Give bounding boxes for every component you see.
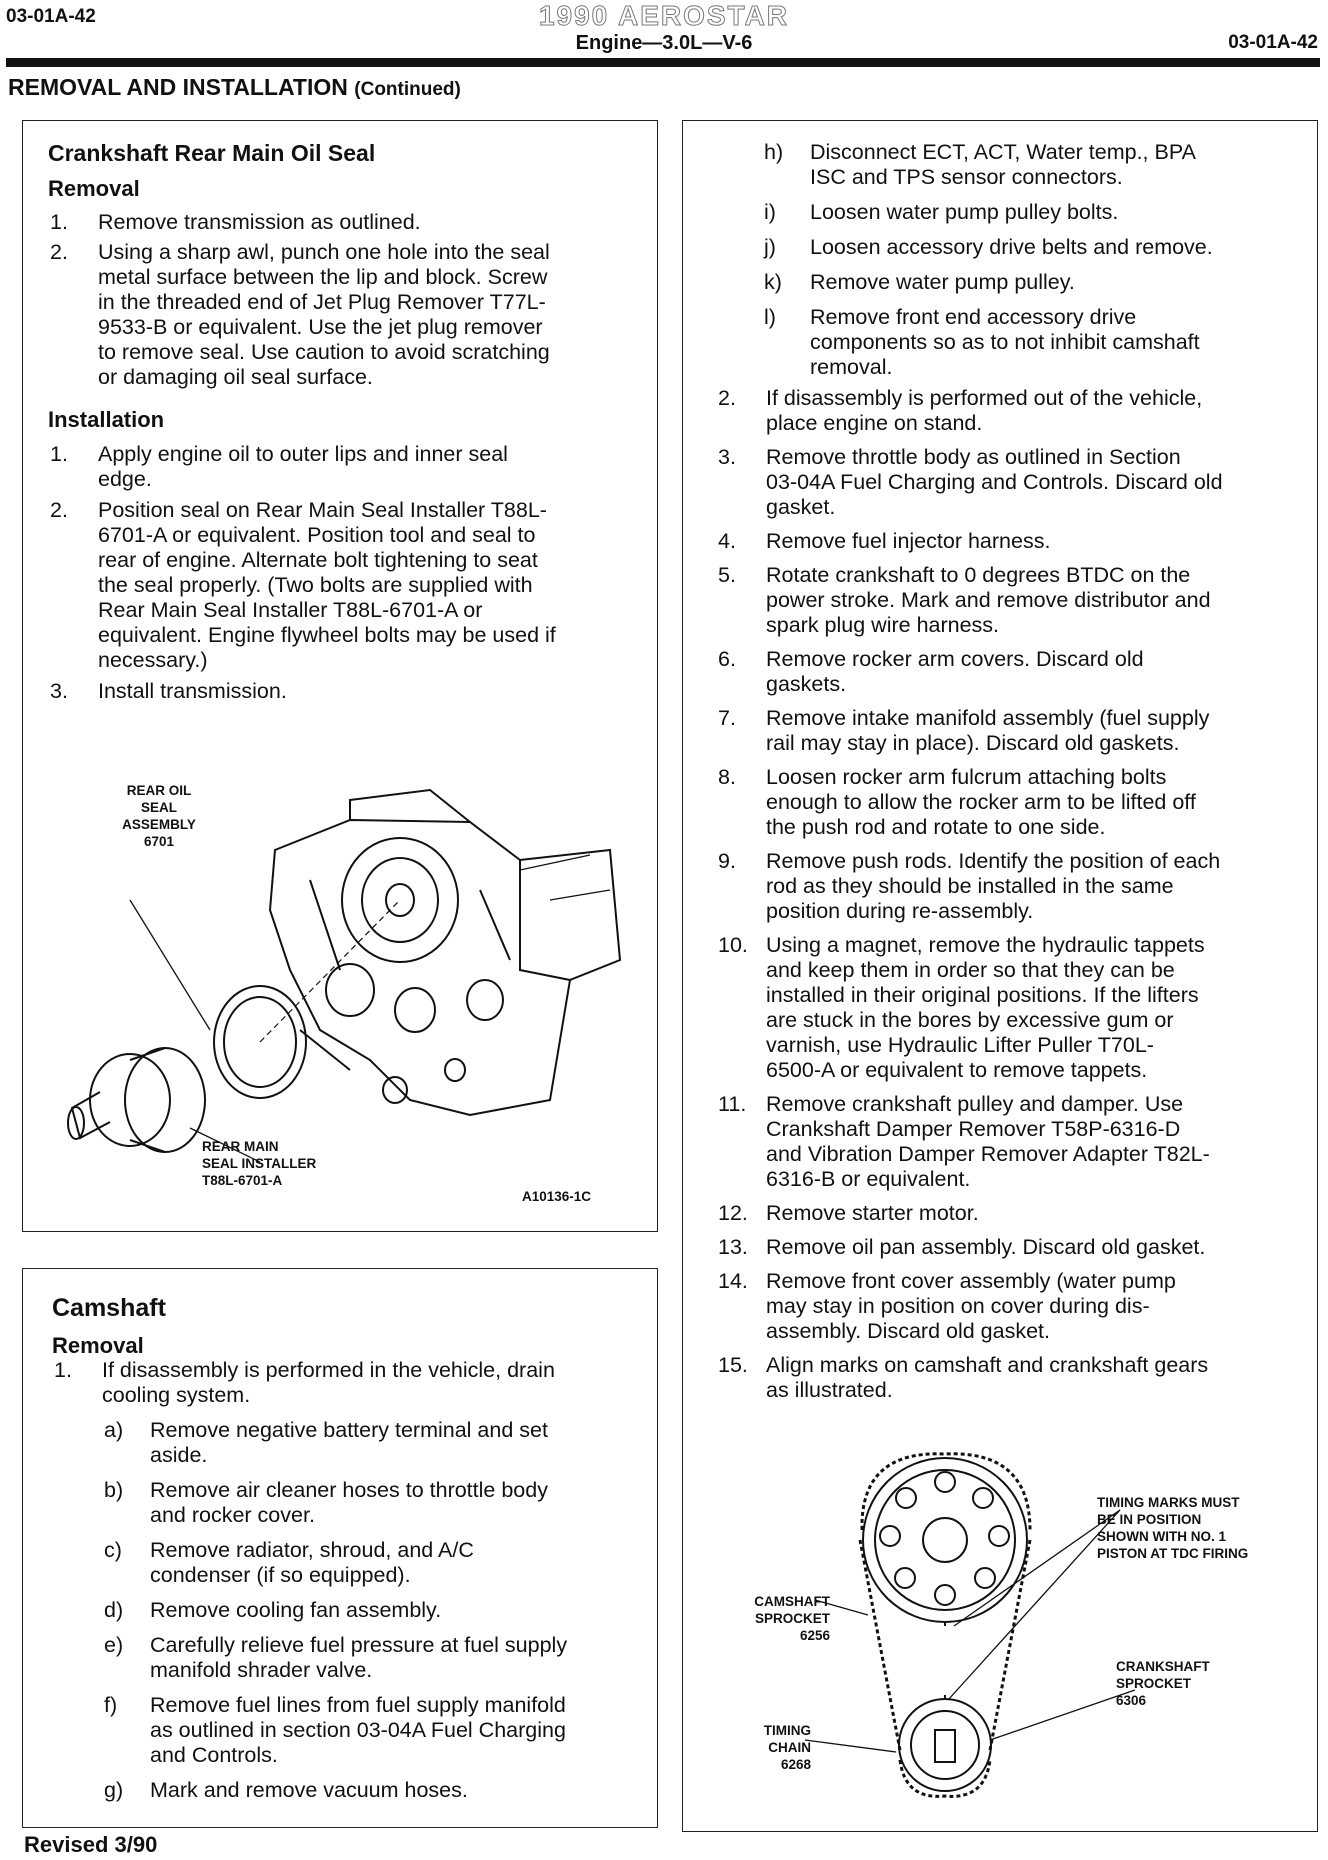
figure-label-installer: REAR MAIN SEAL INSTALLER T88L-6701-A: [202, 1139, 317, 1188]
step-text-line: Remove throttle body as outlined in Section: [766, 445, 1181, 469]
camshaft-substep: [104, 1598, 645, 1623]
step-text-line: 6316-B or equivalent.: [766, 1167, 971, 1191]
step-text-line: Loosen accessory drive belts and remove.: [810, 235, 1213, 259]
step-text-line: as illustrated.: [766, 1378, 893, 1402]
camshaft-substep: [104, 1538, 645, 1588]
step-number: 14.: [718, 1269, 748, 1293]
step-text-line: Remove cooling fan assembly.: [150, 1598, 442, 1622]
step-text-line: If disassembly is performed out of the vehicle,: [766, 386, 1203, 410]
step-number: g): [104, 1778, 124, 1802]
step-text-line: Using a magnet, remove the hydraulic tappets: [766, 933, 1205, 957]
camshaft-step: [718, 529, 1310, 554]
step-text-line: Rotate crankshaft to 0 degrees BTDC on the: [766, 563, 1191, 587]
step-text-line: in the threaded end of Jet Plug Remover T77L-: [98, 290, 546, 314]
camshaft-substep: [764, 140, 1305, 190]
step-text-line: Remove rocker arm covers. Discard old: [766, 647, 1144, 671]
step-text-line: enough to allow the rocker arm to be lifted off: [766, 790, 1196, 814]
step-text-line: Remove transmission as outlined.: [98, 210, 421, 234]
step-number: d): [104, 1598, 124, 1622]
seal-removal-heading: Removal: [48, 176, 140, 201]
step-text-line: manifold shrader valve.: [150, 1658, 373, 1682]
step-text-line: as outlined in section 03-04A Fuel Charging: [150, 1718, 566, 1742]
step-text-line: Rear Main Seal Installer T88L-6701-A or: [98, 598, 483, 622]
step-text-line: to remove seal. Use caution to avoid scratching: [98, 340, 550, 364]
step-text-line: and Controls.: [150, 1743, 278, 1767]
step-text-line: necessary.): [98, 648, 208, 672]
seal-installation-step: [50, 679, 640, 704]
camshaft-substep: [104, 1633, 645, 1683]
figure-id: A10136-1C: [522, 1189, 592, 1204]
step-number: k): [764, 270, 782, 294]
camshaft-step: [718, 1235, 1310, 1260]
step-text-line: may stay in position on cover during dis-: [766, 1294, 1150, 1318]
camshaft-step: [718, 849, 1310, 924]
step-number: h): [764, 140, 784, 164]
step-text-line: Remove front cover assembly (water pump: [766, 1269, 1176, 1293]
step-text-line: Loosen water pump pulley bolts.: [810, 200, 1119, 224]
figure-label-crankshaft-sprocket: CRANKSHAFT SPROCKET 6306: [1116, 1659, 1210, 1708]
camshaft-substep: [104, 1778, 645, 1803]
step-text-line: 6500-A or equivalent to remove tappets.: [766, 1058, 1148, 1082]
figure-label-camshaft-sprocket: CAMSHAFT SPROCKET 6256: [754, 1594, 830, 1643]
page-code-left: 03-01A-42: [6, 6, 96, 27]
step-text-line: Position seal on Rear Main Seal Installer T88L-: [98, 498, 547, 522]
step-text-line: Remove push rods. Identify the position of each: [766, 849, 1221, 873]
revised-date: Revised 3/90: [24, 1832, 158, 1857]
camshaft-step: [718, 706, 1310, 756]
step-text-line: and rocker cover.: [150, 1503, 315, 1527]
step-number: 1.: [50, 442, 68, 466]
step-text-line: Remove crankshaft pulley and damper. Use: [766, 1092, 1184, 1116]
step-text-line: components so as to not inhibit camshaft: [810, 330, 1200, 354]
step-text-line: Remove front end accessory drive: [810, 305, 1137, 329]
step-text-line: Remove starter motor.: [766, 1201, 979, 1225]
step-text-line: place engine on stand.: [766, 411, 983, 435]
step-text-line: Remove intake manifold assembly (fuel supply: [766, 706, 1210, 730]
step-text-line: power stroke. Mark and remove distributor and: [766, 588, 1211, 612]
step-text-line: 03-04A Fuel Charging and Controls. Discard old: [766, 470, 1223, 494]
camshaft-substep: [104, 1418, 645, 1468]
step-text-line: installed in their original positions. If the lifters: [766, 983, 1199, 1007]
step-number: 9.: [718, 849, 736, 873]
step-text-line: and Vibration Damper Remover Adapter T82L-: [766, 1142, 1210, 1166]
seal-removal-step: [50, 210, 640, 235]
step-number: 2.: [50, 498, 68, 522]
step-text-line: Remove water pump pulley.: [810, 270, 1075, 294]
step-text-line: Remove radiator, shroud, and A/C: [150, 1538, 474, 1562]
camshaft-substep: [104, 1478, 645, 1528]
camshaft-removal-heading: Removal: [52, 1333, 144, 1358]
step-text-line: varnish, use Hydraulic Lifter Puller T70L-: [766, 1033, 1154, 1057]
camshaft-substep: [104, 1693, 645, 1768]
step-text-line: rod as they should be installed in the same: [766, 874, 1174, 898]
step-number: 12.: [718, 1201, 748, 1225]
camshaft-step: [718, 933, 1310, 1083]
step-text-line: or damaging oil seal surface.: [98, 365, 373, 389]
camshaft-substep: [764, 305, 1305, 380]
step-text-line: the seal properly. (Two bolts are supplied with: [98, 573, 533, 597]
step-text-line: Install transmission.: [98, 679, 287, 703]
seal-title: Crankshaft Rear Main Oil Seal: [48, 140, 376, 166]
step-text-line: rail may stay in place). Discard old gaskets.: [766, 731, 1180, 755]
step-text-line: rear of engine. Alternate bolt tightening to seat: [98, 548, 538, 572]
step-text-line: Using a sharp awl, punch one hole into the seal: [98, 240, 550, 264]
camshaft-step: [718, 445, 1310, 520]
step-number: 1.: [54, 1358, 72, 1382]
camshaft-substep: [764, 270, 1305, 295]
step-number: i): [764, 200, 776, 224]
figure-label-timing-chain: TIMING CHAIN 6268: [763, 1723, 811, 1772]
camshaft-substep: [764, 200, 1305, 225]
step-text-line: Align marks on camshaft and crankshaft gears: [766, 1353, 1209, 1377]
step-number: e): [104, 1633, 124, 1657]
step-text-line: Remove fuel injector harness.: [766, 529, 1051, 553]
step-text-line: gaskets.: [766, 672, 847, 696]
step-number: 8.: [718, 765, 736, 789]
step-number: 4.: [718, 529, 736, 553]
figure-label-timing-marks: TIMING MARKS MUST BE IN POSITION SHOWN WITH NO. 1 PISTON AT TDC FIRING: [1097, 1495, 1249, 1561]
step-text-line: assembly. Discard old gasket.: [766, 1319, 1050, 1343]
step-number: b): [104, 1478, 124, 1502]
seal-installation-step: [50, 498, 640, 673]
camshaft-substep: [764, 235, 1305, 260]
step-text-line: edge.: [98, 467, 152, 491]
step-text-line: Remove negative battery terminal and set: [150, 1418, 548, 1442]
step-number: 13.: [718, 1235, 748, 1259]
camshaft-step: [718, 1201, 1310, 1226]
step-text-line: cooling system.: [102, 1383, 251, 1407]
manual-subtitle: Engine—3.0L—V-6: [575, 32, 753, 54]
step-number: 3.: [718, 445, 736, 469]
step-text-line: aside.: [150, 1443, 208, 1467]
step-number: f): [104, 1693, 118, 1717]
step-text-line: Mark and remove vacuum hoses.: [150, 1778, 468, 1802]
step-text-line: ISC and TPS sensor connectors.: [810, 165, 1123, 189]
camshaft-step: [718, 563, 1310, 638]
step-text-line: If disassembly is performed in the vehicle, drain: [102, 1358, 555, 1382]
step-text-line: 9533-B or equivalent. Use the jet plug remover: [98, 315, 543, 339]
step-text-line: gasket.: [766, 495, 836, 519]
step-number: 2.: [718, 386, 736, 410]
section-title: REMOVAL AND INSTALLATION (Continued): [8, 74, 461, 100]
step-number: 15.: [718, 1353, 748, 1377]
camshaft-title: Camshaft: [52, 1294, 166, 1322]
camshaft-step: [718, 1092, 1310, 1192]
step-text-line: 6701-A or equivalent. Position tool and seal to: [98, 523, 536, 547]
seal-installation-step: [50, 442, 640, 492]
step-text-line: Remove air cleaner hoses to throttle body: [150, 1478, 548, 1502]
step-text-line: equivalent. Engine flywheel bolts may be used if: [98, 623, 556, 647]
camshaft-step: [54, 1358, 644, 1408]
step-number: 11.: [718, 1092, 747, 1116]
camshaft-step: [718, 647, 1310, 697]
step-text-line: metal surface between the lip and block. Screw: [98, 265, 548, 289]
camshaft-step: [718, 765, 1310, 840]
step-number: j): [764, 235, 776, 259]
step-text-line: spark plug wire harness.: [766, 613, 1000, 637]
step-text-line: Carefully relieve fuel pressure at fuel supply: [150, 1633, 568, 1657]
step-number: 10.: [718, 933, 748, 957]
seal-installation-heading: Installation: [48, 407, 165, 432]
step-text-line: are stuck in the bores by excessive gum or: [766, 1008, 1174, 1032]
step-number: 2.: [50, 240, 68, 264]
step-number: 6.: [718, 647, 736, 671]
step-number: 1.: [50, 210, 68, 234]
step-number: a): [104, 1418, 124, 1442]
step-text-line: Disconnect ECT, ACT, Water temp., BPA: [810, 140, 1196, 164]
figure-label-seal: REAR OIL SEAL ASSEMBLY 6701: [122, 783, 196, 849]
step-number: c): [104, 1538, 122, 1562]
step-text-line: Remove oil pan assembly. Discard old gasket.: [766, 1235, 1206, 1259]
camshaft-step: [718, 1269, 1310, 1344]
step-text-line: and keep them in order so that they can be: [766, 958, 1175, 982]
step-number: 3.: [50, 679, 68, 703]
step-text-line: Remove fuel lines from fuel supply manifold: [150, 1693, 566, 1717]
step-number: l): [764, 305, 776, 329]
manual-title: 1990 AEROSTAR: [538, 0, 790, 31]
step-number: 5.: [718, 563, 736, 587]
step-number: 7.: [718, 706, 736, 730]
step-text-line: Loosen rocker arm fulcrum attaching bolts: [766, 765, 1167, 789]
page-code-right: 03-01A-42: [1228, 32, 1318, 53]
step-text-line: removal.: [810, 355, 893, 379]
header-rule: [6, 58, 1320, 67]
step-text-line: condenser (if so equipped).: [150, 1563, 411, 1587]
step-text-line: Apply engine oil to outer lips and inner seal: [98, 442, 508, 466]
step-text-line: Crankshaft Damper Remover T58P-6316-D: [766, 1117, 1181, 1141]
step-text-line: the push rod and rotate to one side.: [766, 815, 1106, 839]
camshaft-step: [718, 386, 1310, 436]
camshaft-step: [718, 1353, 1310, 1403]
step-text-line: position during re-assembly.: [766, 899, 1034, 923]
seal-removal-step: [50, 240, 640, 390]
